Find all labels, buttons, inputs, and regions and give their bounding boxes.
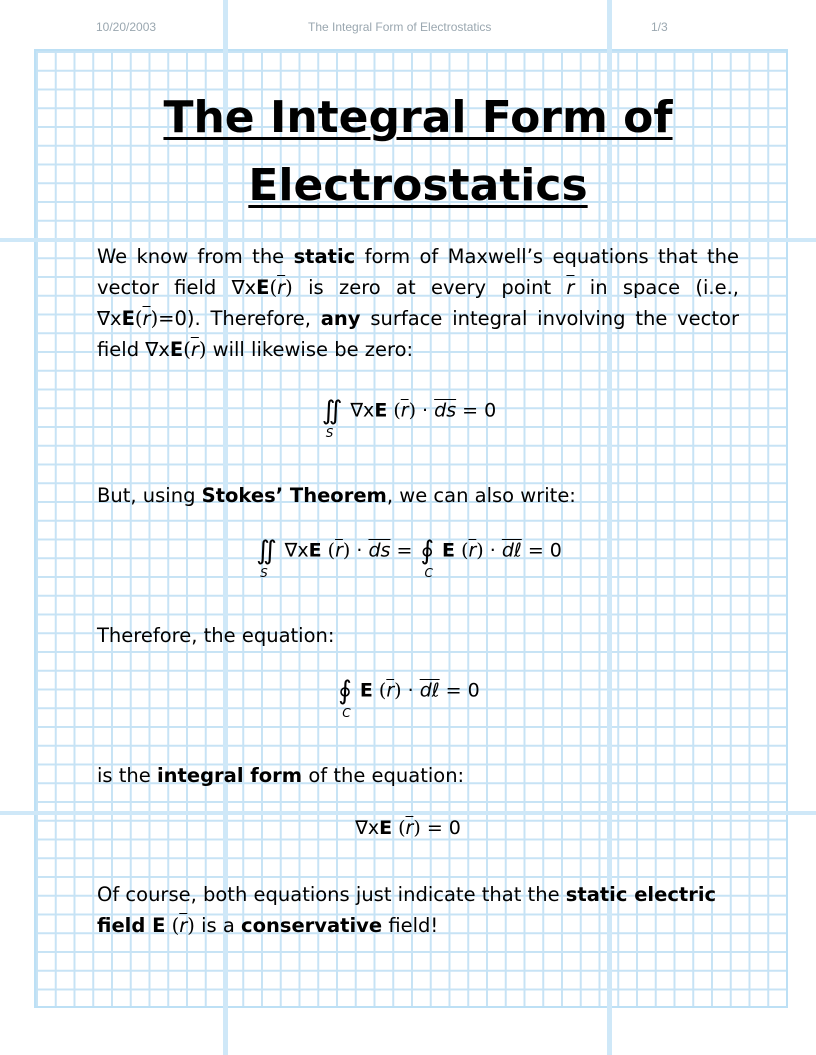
header-date: 10/20/2003 [96,20,157,34]
equation-contour-integral: ∮ C E $(\overline{r})$ · dℓ = 0 [338,676,480,720]
paragraph-stokes: But, using Stokes’ Theorem, we can also write: [97,484,576,507]
paragraph-therefore: Therefore, the equation: [97,624,335,647]
equation-curl-zero: ∇xE $(\overline{r}) = 0$ [355,817,461,839]
guide-line [0,811,816,815]
paragraph-intro: We know from the static form of Maxwell’s equations that the vector field $\nabla xE(\overline{r})$ is zero at every point $\overline{r}$ in space (i.e., $\nabla xE(\overline{r})=0$). Therefore, any surface integral involving the vector field $\nabla xE(\overline{r})$ will likewise be zero: [97,245,740,361]
paragraph-integral-form: is the integral form of the equation: [97,764,465,787]
header-page-number: 1/3 [651,20,668,34]
paragraph-conclusion: Of course, both equations just indicate that the static electric field E $(\overline{r})$ is a conservative field! [97,883,717,937]
page-title [100,84,736,220]
equation-surface-integral: ∬ S ∇xE $(\overline{r}) \cdot \overline{ds} = 0$ [321,396,497,440]
equation-stokes-theorem: ∬ S ∇xE $(\overline{r}) \cdot \overline{ds}$ = ∮ C E $(\overline{r})$ · dℓ = 0 [256,536,562,580]
title-line-1: The Integral Form of [163,92,673,143]
title-line-2: Electrostatics [248,160,588,211]
header-title: The Integral Form of Electrostatics [308,20,492,34]
